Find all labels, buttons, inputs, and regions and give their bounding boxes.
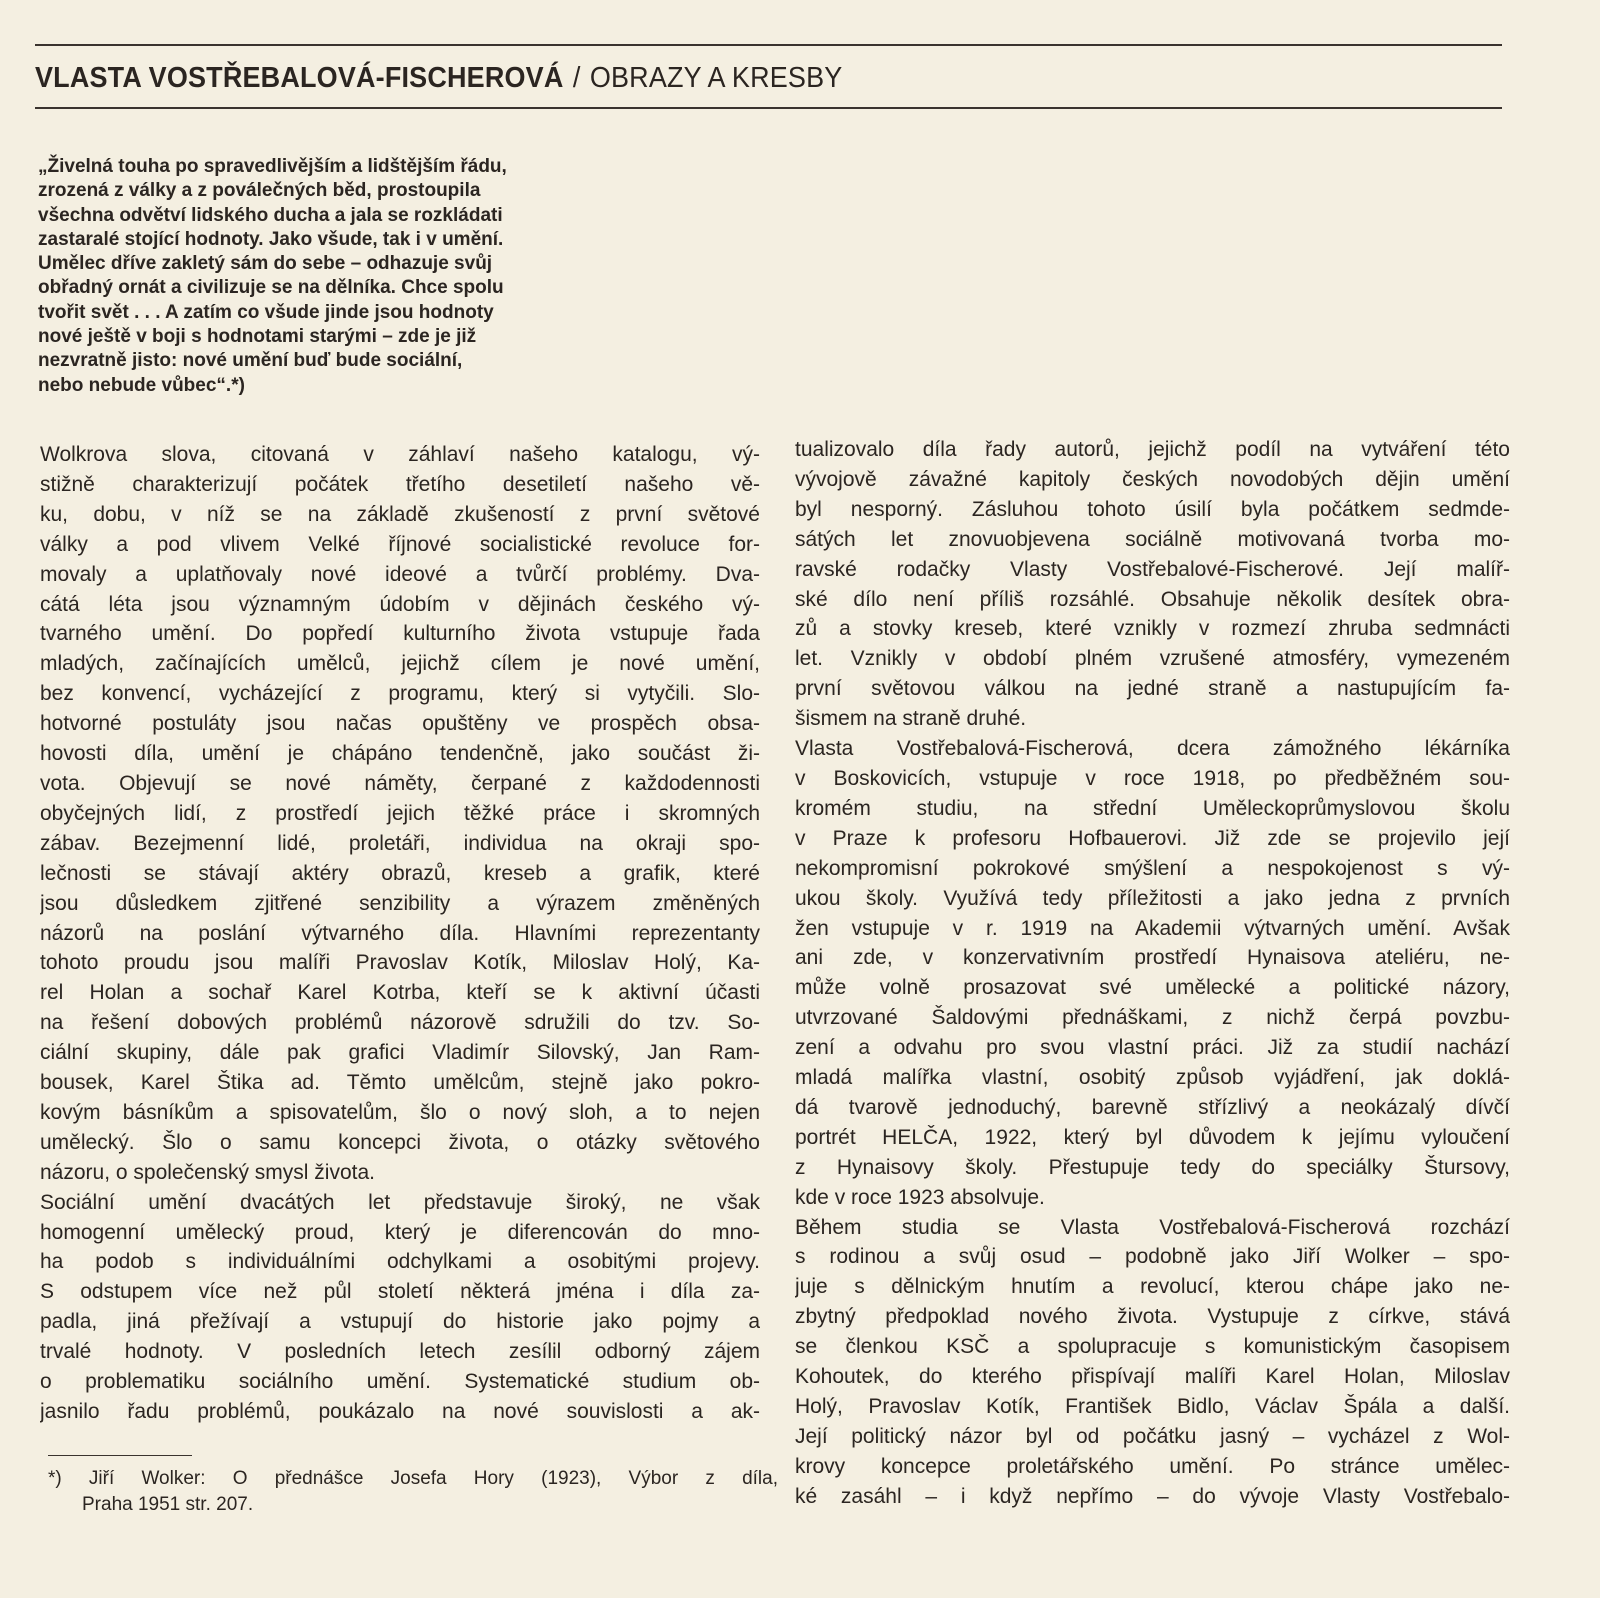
text-line: tvarného umění. Do popředí kulturního života vstupuje řada [40, 622, 760, 646]
text-line: kovým básníkům a spisovatelům, šlo o nový sloh, a to nejen [40, 1100, 760, 1124]
author-name: VLASTA VOSTŘEBALOVÁ-FISCHEROVÁ [35, 62, 564, 94]
text-line: názoru, o společenský smysl života. [40, 1160, 375, 1184]
text-line: jasnilo řadu problémů, poukázalo na nové souvislosti a ak- [40, 1400, 760, 1423]
text-line: vývojově závažné kapitoly českých novodobých dějin umění [795, 467, 1510, 491]
page-title [35, 62, 842, 95]
text-line: cátá léta jsou významným údobím v dějinách českého vý- [40, 592, 760, 616]
text-line: krovy koncepce proletářského umění. Po stránce umělec- [795, 1454, 1510, 1478]
quote-line: obřadný ornát a civilizuje se na dělníka. Chce spolu [38, 277, 504, 299]
text-line: stižně charakterizují počátek třetího desetiletí našeho vě- [40, 472, 760, 496]
text-line: let. Vznikly v období plném vzrušené atmosféry, vymezeném [795, 647, 1510, 671]
text-line: portrét HELČA, 1922, který byl důvodem k jejímu vyloučení [795, 1125, 1510, 1149]
text-line: může volně prosazovat své umělecké a politické názory, [795, 976, 1510, 1000]
quote-line: všechna odvětví lidského ducha a jala se rozkládati [38, 204, 503, 226]
text-line: zení a odvahu pro svou vlastní práci. Již za studií nachází [795, 1036, 1510, 1060]
text-line: ské dílo není příliš rozsáhlé. Obsahuje několik desítek obra- [795, 587, 1510, 611]
text-line: juje s dělnickým hnutím a revolucí, kterou chápe jako ne- [795, 1275, 1510, 1299]
text-line: ukou školy. Využívá tedy příležitosti a jako jedna z prvních [795, 886, 1510, 910]
text-line: s rodinou a svůj osud – podobně jako Jiří Wolker – spo- [795, 1245, 1510, 1269]
header-top-rule [35, 44, 1502, 46]
text-line: Během studia se Vlasta Vostřebalová-Fischerová rozchází [795, 1215, 1510, 1239]
text-line: na řešení dobových problémů názorově sdružili do tzv. So- [40, 1011, 760, 1035]
text-line: o problematiku sociálního umění. Systematické studium ob- [40, 1370, 760, 1394]
text-line: movaly a uplatňovaly nové ideové a tvůrčí problémy. Dva- [40, 562, 760, 586]
text-line: první světovou válkou na jedné straně a nastupujícím fa- [795, 677, 1510, 701]
text-line: hotvorné postuláty jsou načas opuštěny ve prospěch obsa- [40, 712, 760, 736]
text-line: sátých let znovuobjevena sociálně motivovaná tvorba mo- [795, 527, 1510, 551]
text-line: v Praze k profesoru Hofbauerovi. Již zde se projevilo její [795, 826, 1510, 850]
text-line: vota. Objevují se nové náměty, čerpané z každodennosti [40, 771, 760, 795]
quote-line: „Živelná touha po spravedlivějším a lidštějším řádu, [38, 156, 507, 177]
text-line: trvalé hodnoty. V posledních letech zesílil odborný zájem [40, 1340, 760, 1364]
quote-line: zrozená z války a z poválečných běd, prostoupila [38, 180, 481, 202]
text-line: byl nesporný. Zásluhou tohoto úsilí byla počátkem sedmde- [795, 497, 1510, 521]
text-line: zábav. Bezejmenní lidé, proletáři, individua na okraji spo- [40, 831, 760, 855]
text-line: bez konvencí, vycházející z programu, který si vytyčili. Slo- [40, 682, 760, 706]
text-line: nekompromisní pokrokové smýšlení a nespokojenost s vý- [795, 856, 1510, 880]
text-line: ani zde, v konzervativním prostředí Hynaisova ateliéru, ne- [795, 946, 1510, 970]
footnote [48, 1466, 778, 1518]
subtitle: OBRAZY A KRESBY [589, 62, 843, 94]
quote-line: Umělec dříve zakletý sám do sebe – odhazuje svůj [38, 253, 493, 275]
text-line: žen vstupuje v r. 1919 na Akademii výtvarných umění. Avšak [795, 916, 1510, 940]
text-line: z Hynaisovy školy. Přestupuje tedy do speciálky Štursovy, [795, 1155, 1510, 1179]
text-line: bousek, Karel Štika ad. Těmto umělcům, stejně jako pokro- [40, 1071, 760, 1095]
text-line: obyčejných lidí, z prostředí jejich těžké práce i skromných [40, 801, 760, 825]
text-line: zů a stovky kreseb, které vznikly v rozmezí zhruba sedmnácti [795, 617, 1510, 641]
text-line: Kohoutek, do kterého přispívají malíři Karel Holan, Miloslav [795, 1365, 1510, 1389]
text-line: kde v roce 1923 absolvuje. [795, 1185, 1045, 1209]
text-line: homogenní umělecký proud, který je diferencován do mno- [40, 1220, 760, 1244]
text-line: mladých, začínajících umělců, jejichž cílem je nové umění, [40, 652, 760, 676]
text-line: lečnosti se stávají aktéry obrazů, kreseb a grafik, které [40, 861, 760, 885]
quote-line: nebo nebude vůbec“.*) [38, 374, 245, 396]
text-line: názorů na poslání výtvarného díla. Hlavními reprezentanty [40, 921, 760, 945]
text-line: umělecký. Šlo o samu koncepci života, o otázky světového [40, 1130, 760, 1154]
text-line: Její politický názor byl od počátku jasný – vycházel z Wol- [795, 1424, 1510, 1448]
text-line: hovosti díla, umění je chápáno tendenčně, jako součást ži- [40, 742, 760, 766]
header-bottom-rule [35, 107, 1502, 109]
text-line: Wolkrova slova, citovaná v záhlaví našeho katalogu, vý- [40, 443, 760, 466]
text-line: zbytný předpoklad nového života. Vystupuje z církve, stává [795, 1305, 1510, 1329]
text-line: rel Holan a sochař Karel Kotrba, kteří se k aktivní účasti [40, 981, 760, 1005]
text-line: tualizovalo díla řady autorů, jejichž podíl na vytváření této [795, 438, 1510, 461]
text-line: dá tvarově jednoduchý, barevně střízlivý a neokázalý dívčí [795, 1095, 1510, 1119]
footnote-line: Praha 1951 str. 207. [82, 1494, 254, 1515]
text-line: ku, dobu, v níž se na základě zkušeností z první světové [40, 502, 760, 526]
text-line: se členkou KSČ a spolupracuje s komunistickým časopisem [795, 1335, 1510, 1359]
title-separator: / [572, 62, 581, 94]
quote-line: zastaralé stojící hodnoty. Jako všude, tak i v umění. [38, 228, 504, 250]
text-line: Holý, Pravoslav Kotík, František Bidlo, Václav Špála a další. [795, 1395, 1510, 1418]
text-line: války a pod vlivem Velké říjnové socialistické revoluce for- [40, 532, 760, 556]
text-line: S odstupem více než půl století některá jména i díla za- [40, 1280, 760, 1304]
footnote-line: *) Jiří Wolker: O přednášce Josefa Hory (1923), Výbor z díla, [48, 1468, 778, 1489]
text-line: tohoto proudu jsou malíři Pravoslav Kotík, Miloslav Holý, Ka- [40, 951, 760, 975]
left-column-text [40, 440, 760, 1427]
quote-line: tvořit svět . . . A zatím co všude jinde jsou hodnoty [38, 301, 494, 323]
quote-line: nové ještě v boji s hodnotami starými – zde je již [38, 326, 477, 348]
text-line: Vlasta Vostřebalová-Fischerová, dcera zámožného lékárníka [795, 737, 1510, 761]
footnote-rule [48, 1455, 192, 1456]
text-line: padla, jiná přežívají a vstupují do historie jako pojmy a [40, 1310, 760, 1334]
text-line: ciální skupiny, dále pak grafici Vladimír Silovský, Jan Ram- [40, 1041, 760, 1065]
text-line: ké zasáhl – i když nepřímo – do vývoje Vlasty Vostřebalo- [795, 1484, 1510, 1508]
text-line: ha podob s individuálními odchylkami a osobitými projevy. [40, 1250, 760, 1274]
text-line: Sociální umění dvacátých let představuje široký, ne však [40, 1190, 760, 1214]
text-line: kromém studiu, na střední Uměleckoprůmyslovou školu [795, 796, 1510, 820]
text-line: v Boskovicích, vstupuje v roce 1918, po předběžném sou- [795, 766, 1510, 790]
quote-line: nezvratně jisto: nové umění buď bude sociální, [38, 350, 463, 372]
text-line: ravské rodačky Vlasty Vostřebalové-Fischerové. Její malíř- [795, 557, 1510, 581]
text-line: jsou důsledkem zjitřené senzibility a výrazem změněných [40, 891, 760, 915]
text-line: šismem na straně druhé. [795, 707, 1027, 731]
right-column-text [795, 435, 1510, 1512]
text-line: utvrzované Šaldovými přednáškami, z nichž čerpá povzbu- [795, 1006, 1510, 1030]
epigraph-quote [38, 155, 608, 398]
text-line: mladá malířka vlastní, osobitý způsob vyjádření, jak doklá- [795, 1066, 1510, 1090]
